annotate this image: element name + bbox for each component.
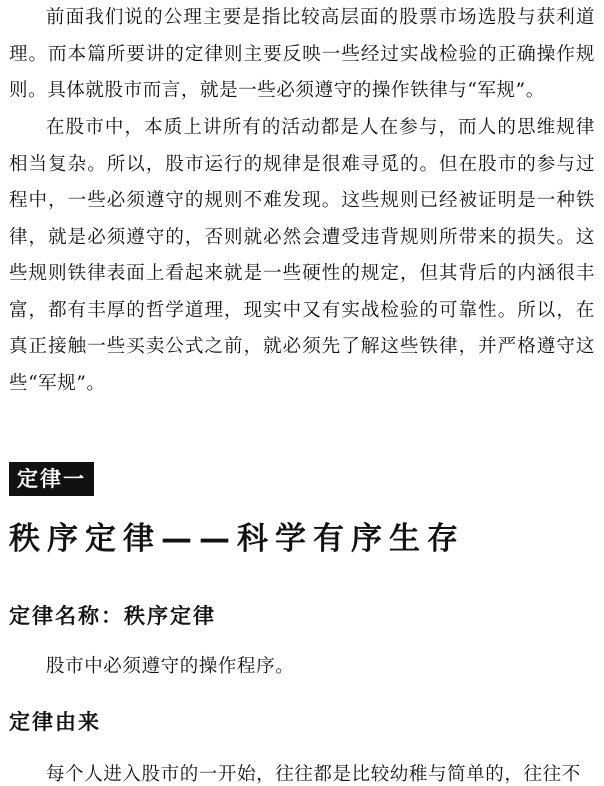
law-origin-heading: 定律由来 bbox=[9, 710, 101, 734]
law-name-heading: 定律名称：秩序定律 bbox=[9, 604, 216, 628]
intro-paragraph-2: 在股市中，本质上讲所有的活动都是人在参与，而人的思维规律相当复杂。所以，股市运行的规律是很难寻觅的。但在股市的参与过程中，一些必须遵守的规则不难发现。这些规则已经被证明是一种铁律，就是必须遵守的，否则就必然会遭受违背规则所带来的损失。这些规则铁律表面上看起来就是一些硬性的规定，但其背后的内涵很丰富，都有丰厚的哲学道理，现实中又有实战检验的可靠性。所以，在真正接触一些买卖公式之前，就必须先了解这些铁律，并严格遵守这些“军规”。 bbox=[9, 117, 595, 394]
intro-paragraph-1: 前面我们说的公理主要是指比较高层面的股票市场选股与获利道理。而本篇所要讲的定律则主要反映一些经过实战检验的正确操作规则。具体就股市而言，就是一些必须遵守的操作铁律与“军规”。 bbox=[9, 7, 595, 101]
law-origin-text: 每个人进入股市的一开始，往往都是比较幼稚与简单的，往往不 bbox=[46, 764, 581, 785]
law-number-badge: 定律一 bbox=[9, 462, 94, 496]
law-name-text: 股市中必须遵守的操作程序。 bbox=[46, 656, 295, 677]
law-title: 秩序定律——科学有序生存 bbox=[9, 521, 465, 557]
